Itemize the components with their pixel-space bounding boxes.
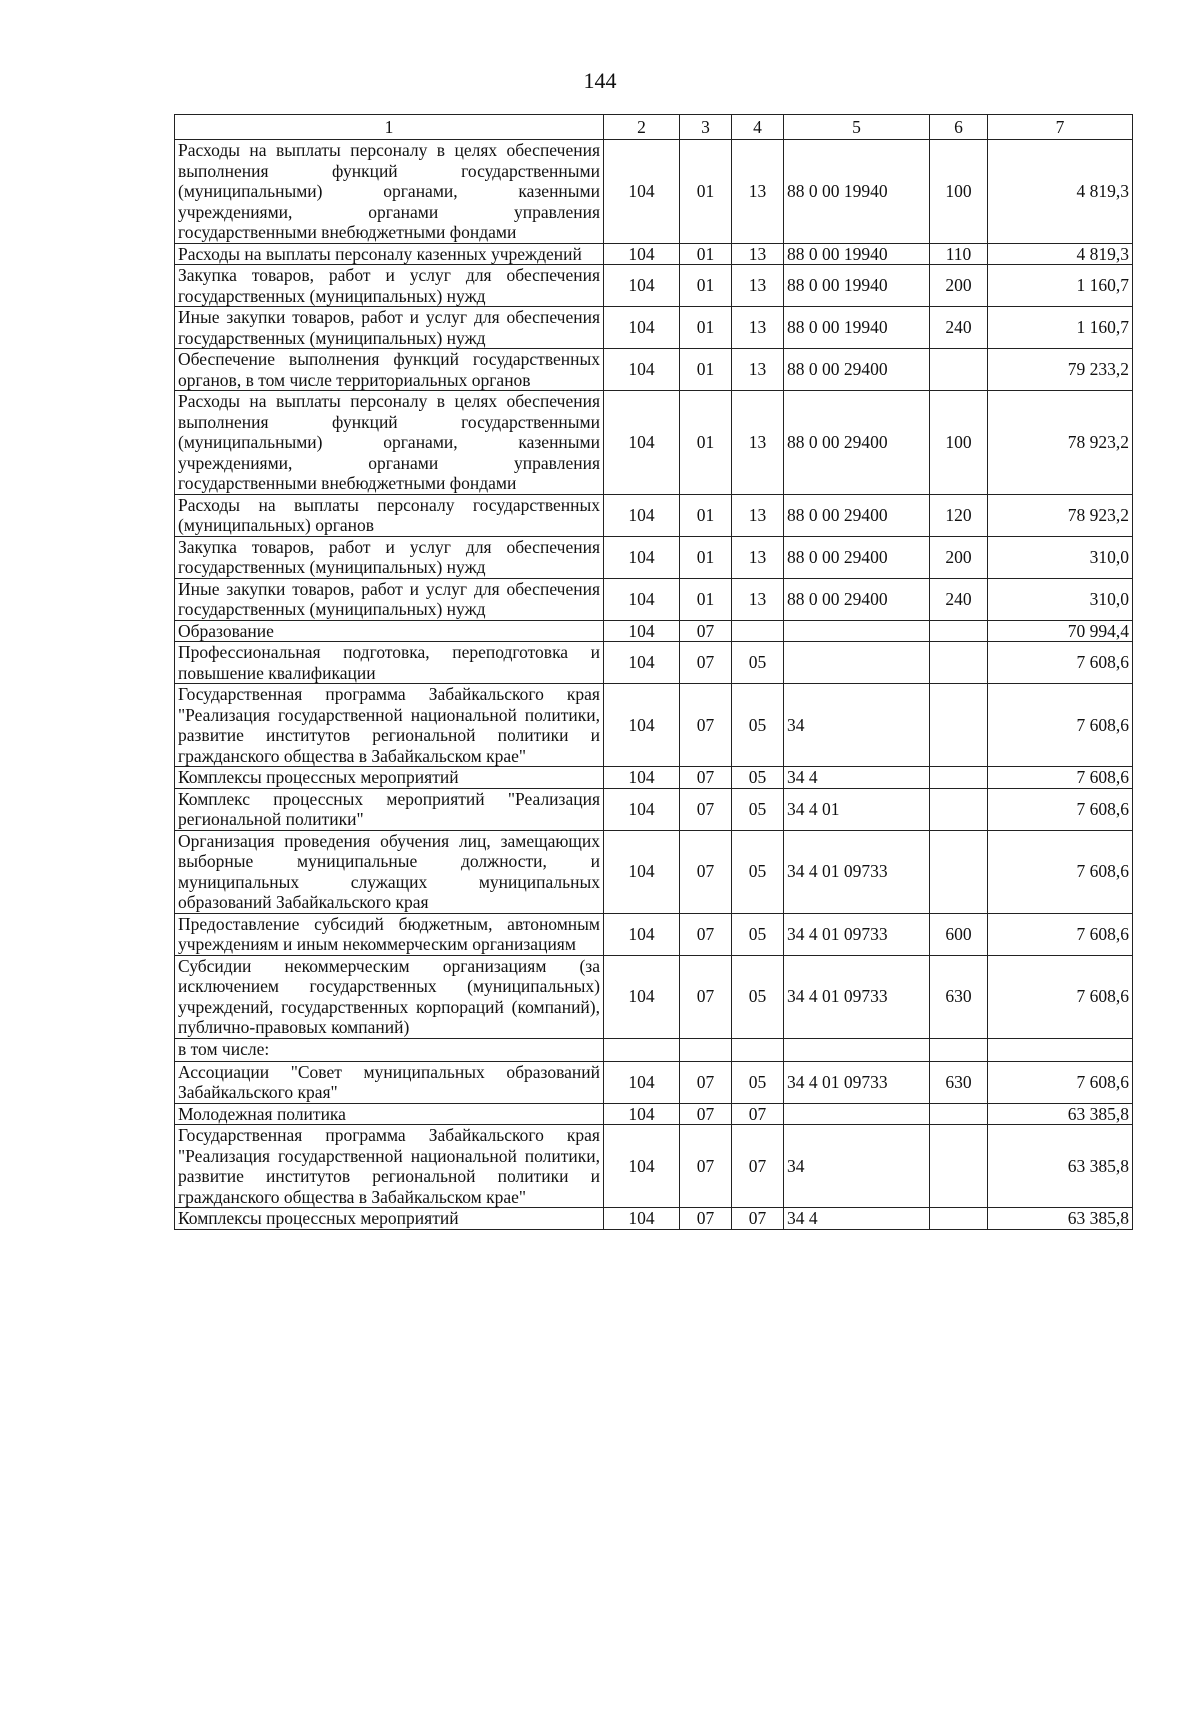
code-section: 07 — [680, 767, 732, 789]
code-subsection — [732, 620, 784, 642]
table-row — [175, 1038, 1133, 1061]
code-expense-type — [930, 1038, 988, 1061]
table-row — [175, 1208, 1133, 1230]
code-target-article: 88 0 00 19940 — [784, 140, 930, 244]
table-body — [175, 140, 1133, 1230]
amount: 310,0 — [988, 578, 1133, 620]
code-section: 07 — [680, 1103, 732, 1125]
amount: 63 385,8 — [988, 1208, 1133, 1230]
code-ministry: 104 — [604, 243, 680, 265]
code-target-article: 88 0 00 29400 — [784, 578, 930, 620]
code-section — [680, 1038, 732, 1061]
item-name: Государственная программа Забайкальского края "Реализация государственной национальной политики, развитие институтов региональной политики и гражданского общества в Забайкальском крае" — [175, 684, 604, 767]
code-subsection: 07 — [732, 1125, 784, 1208]
column-header-7: 7 — [988, 115, 1133, 140]
code-subsection: 05 — [732, 1061, 784, 1103]
item-name: Иные закупки товаров, работ и услуг для обеспечения государственных (муниципальных) нужд — [175, 307, 604, 349]
code-section: 07 — [680, 830, 732, 913]
code-expense-type — [930, 1125, 988, 1208]
code-expense-type: 630 — [930, 1061, 988, 1103]
amount: 78 923,2 — [988, 494, 1133, 536]
amount: 63 385,8 — [988, 1125, 1133, 1208]
item-name: Иные закупки товаров, работ и услуг для обеспечения государственных (муниципальных) нужд — [175, 578, 604, 620]
amount: 70 994,4 — [988, 620, 1133, 642]
code-section: 07 — [680, 788, 732, 830]
code-ministry: 104 — [604, 1125, 680, 1208]
code-target-article: 88 0 00 29400 — [784, 536, 930, 578]
table-row — [175, 767, 1133, 789]
code-section: 01 — [680, 349, 732, 391]
item-name: Закупка товаров, работ и услуг для обеспечения государственных (муниципальных) нужд — [175, 265, 604, 307]
amount: 78 923,2 — [988, 391, 1133, 495]
code-ministry: 104 — [604, 265, 680, 307]
item-name: в том числе: — [175, 1038, 604, 1061]
code-expense-type — [930, 830, 988, 913]
code-expense-type: 100 — [930, 391, 988, 495]
table-row — [175, 642, 1133, 684]
code-subsection: 13 — [732, 578, 784, 620]
code-target-article — [784, 642, 930, 684]
code-subsection: 07 — [732, 1103, 784, 1125]
code-expense-type: 120 — [930, 494, 988, 536]
code-subsection: 13 — [732, 307, 784, 349]
amount: 4 819,3 — [988, 140, 1133, 244]
budget-table — [174, 114, 1133, 1230]
code-subsection: 05 — [732, 913, 784, 955]
code-target-article: 88 0 00 29400 — [784, 494, 930, 536]
code-target-article: 34 4 — [784, 1208, 930, 1230]
code-expense-type: 200 — [930, 265, 988, 307]
code-target-article: 34 4 01 09733 — [784, 1061, 930, 1103]
code-ministry: 104 — [604, 536, 680, 578]
item-name: Комплексы процессных мероприятий — [175, 767, 604, 789]
column-header-6: 6 — [930, 115, 988, 140]
code-ministry: 104 — [604, 578, 680, 620]
item-name: Субсидии некоммерческим организациям (за исключением государственных (муниципальных) учреждений, государственных корпораций (компаний), публично-правовых компаний) — [175, 955, 604, 1038]
code-section: 01 — [680, 307, 732, 349]
code-expense-type — [930, 1208, 988, 1230]
table-row — [175, 243, 1133, 265]
table-row — [175, 140, 1133, 244]
code-ministry: 104 — [604, 140, 680, 244]
amount: 7 608,6 — [988, 642, 1133, 684]
column-header-3: 3 — [680, 115, 732, 140]
code-target-article: 34 — [784, 1125, 930, 1208]
amount: 7 608,6 — [988, 913, 1133, 955]
table-row — [175, 955, 1133, 1038]
code-ministry: 104 — [604, 494, 680, 536]
code-ministry: 104 — [604, 955, 680, 1038]
amount: 310,0 — [988, 536, 1133, 578]
table-row — [175, 307, 1133, 349]
code-section: 07 — [680, 684, 732, 767]
code-ministry: 104 — [604, 307, 680, 349]
code-expense-type: 240 — [930, 307, 988, 349]
page-number: 144 — [583, 68, 617, 93]
amount: 7 608,6 — [988, 767, 1133, 789]
code-ministry — [604, 1038, 680, 1061]
table-row — [175, 494, 1133, 536]
code-expense-type — [930, 788, 988, 830]
code-target-article: 88 0 00 19940 — [784, 307, 930, 349]
code-target-article: 34 — [784, 684, 930, 767]
code-target-article: 88 0 00 19940 — [784, 243, 930, 265]
column-header-2: 2 — [604, 115, 680, 140]
table-row — [175, 349, 1133, 391]
item-name: Предоставление субсидий бюджетным, автономным учреждениям и иным некоммерческим организациям — [175, 913, 604, 955]
code-expense-type — [930, 642, 988, 684]
code-subsection — [732, 1038, 784, 1061]
code-expense-type: 200 — [930, 536, 988, 578]
item-name: Молодежная политика — [175, 1103, 604, 1125]
item-name: Образование — [175, 620, 604, 642]
code-ministry: 104 — [604, 684, 680, 767]
code-ministry: 104 — [604, 391, 680, 495]
code-target-article: 88 0 00 29400 — [784, 391, 930, 495]
code-subsection: 05 — [732, 955, 784, 1038]
amount: 63 385,8 — [988, 1103, 1133, 1125]
amount: 1 160,7 — [988, 307, 1133, 349]
code-section: 01 — [680, 391, 732, 495]
amount: 7 608,6 — [988, 830, 1133, 913]
code-target-article — [784, 1103, 930, 1125]
table-row — [175, 1125, 1133, 1208]
item-name: Комплекс процессных мероприятий "Реализация региональной политики" — [175, 788, 604, 830]
code-expense-type: 110 — [930, 243, 988, 265]
code-expense-type — [930, 349, 988, 391]
code-target-article: 34 4 — [784, 767, 930, 789]
code-target-article: 34 4 01 — [784, 788, 930, 830]
code-expense-type — [930, 767, 988, 789]
amount: 7 608,6 — [988, 684, 1133, 767]
code-subsection: 13 — [732, 391, 784, 495]
code-target-article — [784, 620, 930, 642]
code-section: 07 — [680, 1208, 732, 1230]
code-subsection: 05 — [732, 684, 784, 767]
code-section: 07 — [680, 642, 732, 684]
code-target-article: 88 0 00 19940 — [784, 265, 930, 307]
item-name: Обеспечение выполнения функций государственных органов, в том числе территориальных органов — [175, 349, 604, 391]
code-section: 01 — [680, 536, 732, 578]
code-expense-type: 240 — [930, 578, 988, 620]
code-section: 01 — [680, 578, 732, 620]
amount: 7 608,6 — [988, 788, 1133, 830]
code-section: 07 — [680, 955, 732, 1038]
code-ministry: 104 — [604, 620, 680, 642]
table-row — [175, 830, 1133, 913]
item-name: Закупка товаров, работ и услуг для обеспечения государственных (муниципальных) нужд — [175, 536, 604, 578]
code-target-article — [784, 1038, 930, 1061]
column-header-1: 1 — [175, 115, 604, 140]
table-row — [175, 620, 1133, 642]
item-name: Государственная программа Забайкальского края "Реализация государственной национальной политики, развитие институтов региональной политики и гражданского общества в Забайкальском крае" — [175, 1125, 604, 1208]
code-ministry: 104 — [604, 642, 680, 684]
code-section: 01 — [680, 140, 732, 244]
code-expense-type: 100 — [930, 140, 988, 244]
code-expense-type: 630 — [930, 955, 988, 1038]
code-section: 07 — [680, 913, 732, 955]
item-name: Расходы на выплаты персоналу государственных (муниципальных) органов — [175, 494, 604, 536]
amount: 7 608,6 — [988, 1061, 1133, 1103]
code-subsection: 05 — [732, 788, 784, 830]
code-subsection: 13 — [732, 494, 784, 536]
code-subsection: 05 — [732, 830, 784, 913]
table-row — [175, 1103, 1133, 1125]
code-target-article: 34 4 01 09733 — [784, 955, 930, 1038]
code-subsection: 13 — [732, 536, 784, 578]
code-expense-type — [930, 1103, 988, 1125]
item-name: Профессиональная подготовка, переподготовка и повышение квалификации — [175, 642, 604, 684]
code-section: 01 — [680, 265, 732, 307]
code-section: 01 — [680, 243, 732, 265]
table-row — [175, 788, 1133, 830]
code-subsection: 13 — [732, 140, 784, 244]
item-name: Расходы на выплаты персоналу в целях обеспечения выполнения функций государственными (муниципальными) органами, казенными учреждениями, органами управления государственными внебюджетными фондами — [175, 140, 604, 244]
table-row — [175, 391, 1133, 495]
column-header-5: 5 — [784, 115, 930, 140]
code-expense-type: 600 — [930, 913, 988, 955]
code-ministry: 104 — [604, 349, 680, 391]
item-name: Расходы на выплаты персоналу казенных учреждений — [175, 243, 604, 265]
code-subsection: 13 — [732, 243, 784, 265]
code-ministry: 104 — [604, 913, 680, 955]
table-row — [175, 265, 1133, 307]
table-row — [175, 684, 1133, 767]
item-name: Организация проведения обучения лиц, замещающих выборные муниципальные должности, и муниципальных служащих муниципальных образований Забайкальского края — [175, 830, 604, 913]
code-ministry: 104 — [604, 1103, 680, 1125]
code-subsection: 05 — [732, 767, 784, 789]
code-subsection: 07 — [732, 1208, 784, 1230]
table-row — [175, 536, 1133, 578]
code-expense-type — [930, 620, 988, 642]
amount: 1 160,7 — [988, 265, 1133, 307]
code-subsection: 13 — [732, 265, 784, 307]
amount — [988, 1038, 1133, 1061]
code-expense-type — [930, 684, 988, 767]
code-ministry: 104 — [604, 1208, 680, 1230]
code-section: 07 — [680, 1125, 732, 1208]
code-section: 07 — [680, 1061, 732, 1103]
table-row — [175, 578, 1133, 620]
code-target-article: 34 4 01 09733 — [784, 830, 930, 913]
code-section: 01 — [680, 494, 732, 536]
code-target-article: 88 0 00 29400 — [784, 349, 930, 391]
code-subsection: 05 — [732, 642, 784, 684]
amount: 4 819,3 — [988, 243, 1133, 265]
code-subsection: 13 — [732, 349, 784, 391]
item-name: Ассоциации "Совет муниципальных образований Забайкальского края" — [175, 1061, 604, 1103]
code-ministry: 104 — [604, 788, 680, 830]
code-ministry: 104 — [604, 830, 680, 913]
header-row — [175, 115, 1133, 140]
item-name: Комплексы процессных мероприятий — [175, 1208, 604, 1230]
table-row — [175, 913, 1133, 955]
code-section: 07 — [680, 620, 732, 642]
item-name: Расходы на выплаты персоналу в целях обеспечения выполнения функций государственными (муниципальными) органами, казенными учреждениями, органами управления государственными внебюджетными фондами — [175, 391, 604, 495]
column-header-4: 4 — [732, 115, 784, 140]
code-ministry: 104 — [604, 767, 680, 789]
amount: 7 608,6 — [988, 955, 1133, 1038]
code-target-article: 34 4 01 09733 — [784, 913, 930, 955]
code-ministry: 104 — [604, 1061, 680, 1103]
amount: 79 233,2 — [988, 349, 1133, 391]
table-row — [175, 1061, 1133, 1103]
